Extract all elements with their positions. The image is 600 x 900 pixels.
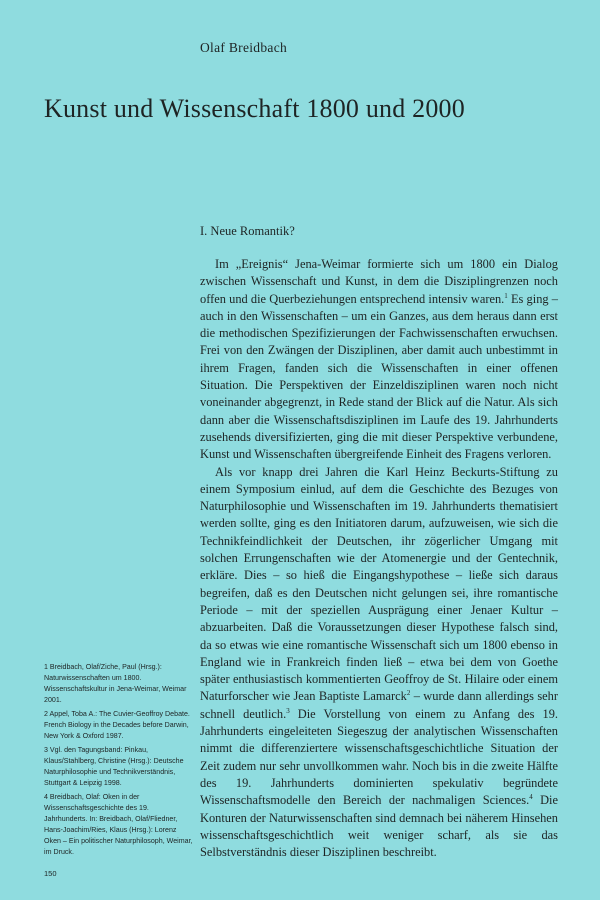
footnote-3: 3 Vgl. den Tagungsband: Pinkau, Klaus/Stahlberg, Christine (Hrsg.): Deutsche Naturphilosophie und Technikverständnis, Stuttgart & Leipzig 1998.	[44, 746, 184, 787]
article-title: Kunst und Wissenschaft 1800 und 2000	[44, 94, 465, 123]
footnote-ref-1: 1	[504, 291, 508, 300]
text-run: Als vor knapp drei Jahren die Karl Heinz Beckurts-Stiftung zu einem Symposium einlud, auf dem die Geschichte des Bezuges von Naturphilosophie und Wissenschaften im 19. Jahrhunderts thematisiert werden sollte, ging es den Initiatoren darum, aufzuweisen, wie sich die Technikfeindlichkeit der Deutschen, ihr zögerlicher Umgang mit solchen Errungenschaften wie der Atomenergie und der Gentechnik, erkläre. Dies – so hieß die Eingangshypothese – ließe sich daraus begreifen, daß es den Deutschen nicht gelungen sei, ihre romantische Periode – mit der speziellen Ausprägung einer Jenaer Kultur – abzuarbeiten. Daß die Voraussetzungen dieser Hypothese falsch sind, da so etwas wie eine romantische Wissenschaft sich um 1800 ebenso in England wie in Frankreich finden ließ – etwa bei dem von Goethe später enthusiastisch kommentierten Geoffroy de St. Hilaire oder einem Naturforscher wie Jean Baptiste Lamarck	[200, 464, 558, 704]
body-text	[200, 256, 558, 861]
footnote-1: 1 Breidbach, Olaf/Ziche, Paul (Hrsg.): Naturwissenschaften um 1800. Wissenschaftskultur in Jena-Weimar, Weimar 2001.	[44, 663, 187, 704]
author-name: Olaf Breidbach	[200, 40, 288, 55]
footnote-ref-4: 4	[529, 793, 533, 802]
page-number: 150	[44, 869, 57, 878]
text-run: Es ging – auch in den Wissenschaften – um ein Ganzes, aus dem heraus dann erst die methodischen Spezifizierungen der Fachwissenschaften erwuchsen. Frei von den Zwängen der Disziplinen, aber damit auch unbestimmt in ihrem Fragen, fanden sich die Wissenschaften in einer offenen Situation. Die Perspektiven der Einzeldisziplinen waren noch nicht voneinander abgegrenzt, in Rede stand der Blick auf die Natur. Als sich dann aber die Wissenschaftsdisziplinen im Laufe des 19. Jahrhunderts zusehends diversifizierten, ging die mit dieser Perspektive verbundene, Kunst und Wissenschaften übergreifende Einheit des Fragens verloren.	[200, 291, 558, 462]
paragraph-2	[200, 464, 558, 862]
footnote-4: 4 Breidbach, Olaf: Oken in der Wissenschaftsgeschichte des 19. Jahrhunderts. In: Breidbach, Olaf/Fliedner, Hans-Joachim/Ries, Klaus (Hrsg.): Lorenz Oken – Ein politischer Naturphilosoph, Weimar, im Druck.	[44, 793, 193, 856]
section-heading: I. Neue Romantik?	[200, 224, 295, 238]
text-run: – wurde dann allerdings sehr schnell deutlich.	[200, 689, 558, 721]
footnote-ref-3: 3	[286, 706, 290, 715]
footnote-ref-2: 2	[406, 689, 411, 698]
text-run: Im „Ereignis“ Jena-Weimar formierte sich um 1800 ein Dialog zwischen Wissenschaft und Kunst, in dem die Disziplingrenzen noch offen und die Querbeziehungen entsprechend intensiv waren.	[200, 257, 558, 306]
footnotes	[44, 662, 194, 861]
text-run: Die Vorstellung von einem zu Anfang des 19. Jahrhunderts eingeleiteten Siegeszug der analytischen Wissenschaften nimmt die differenziertere wissenschaftsgeschichtliche Situation der Zeit zudem nur sehr unvollkommen wahr. Noch bis in die zweite Hälfte des 19. Jahrhunderts dominierten spekulativ begründete Wissenschaftsmodelle den Bereich der nachmaligen Sciences.	[200, 706, 558, 808]
paragraph-1	[200, 256, 558, 464]
footnote-2: 2 Appel, Toba A.: The Cuvier-Geoffroy Debate. French Biology in the Decades before Darwin, New York & Oxford 1987.	[44, 710, 190, 740]
text-run: Die Konturen der Naturwissenschaften sind demnach bei näherem Hinsehen wissenschaftsgeschichtlich weit weniger scharf, als sie das Selbstverständnis dieser Disziplinen beschreibt.	[200, 793, 558, 860]
